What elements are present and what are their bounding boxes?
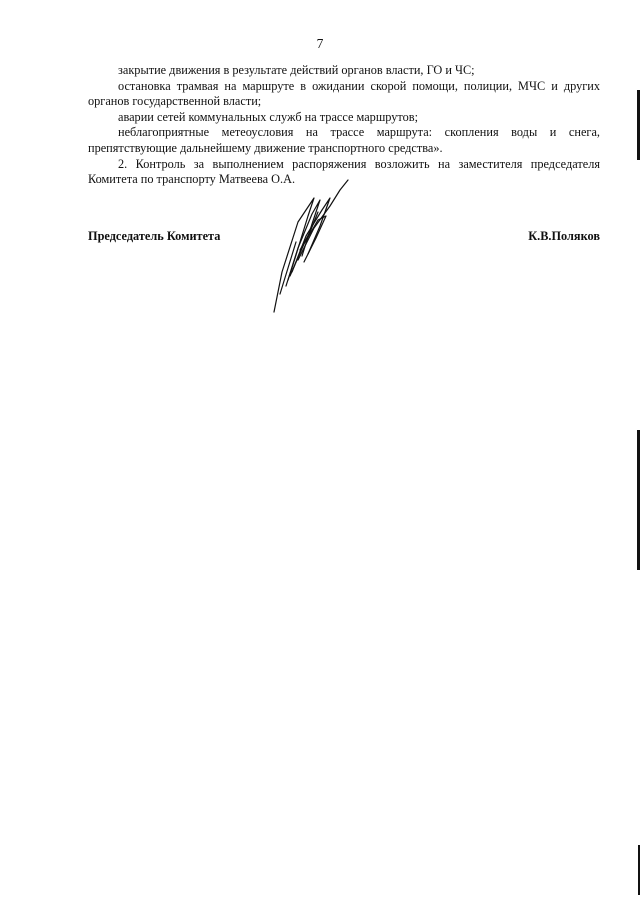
signer-name: К.В.Поляков	[528, 229, 600, 243]
signer-title: Председатель Комитета	[88, 229, 221, 243]
paragraph: 2. Контроль за выполнением распоряжения возложить на заместителя председателя Комитета по транспорту Матвеева О.А.	[88, 156, 600, 187]
document-body	[88, 63, 600, 188]
handwritten-signature	[268, 176, 368, 316]
paragraph: аварии сетей коммунальных служб на трассе маршрутов;	[118, 109, 419, 124]
paragraph: остановка трамвая на маршруте в ожидании скорой помощи, полиции, МЧС и других органов государственной власти;	[88, 78, 600, 109]
paragraph: неблагоприятные метеоусловия на трассе маршрута: скопления воды и снега, препятствующие дальнейшему движение транспортного средства».	[88, 125, 600, 155]
page-number: 7	[316, 36, 324, 51]
paragraph: закрытие движения в результате действий органов власти, ГО и ЧС;	[118, 63, 475, 77]
